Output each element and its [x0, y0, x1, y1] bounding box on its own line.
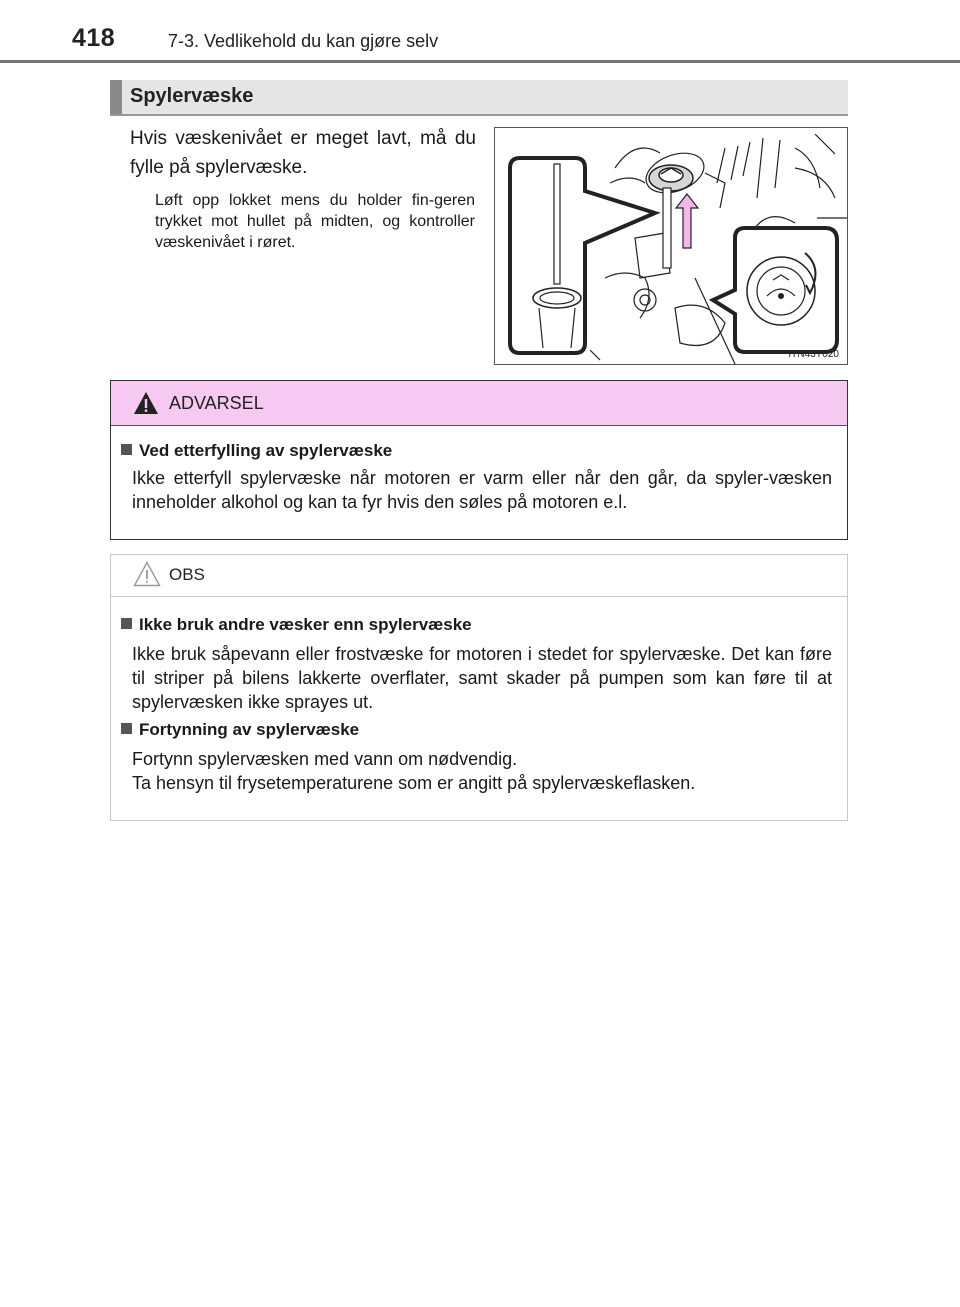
bullet-square-icon [121, 618, 132, 629]
caution-triangle-icon [133, 561, 161, 592]
warning-header [111, 381, 847, 426]
section-accent [110, 80, 122, 114]
step-paragraph: Løft opp lokket mens du holder fin-geren trykket mot hullet på midten, og kontroller væskenivået i røret. [155, 192, 475, 251]
warning-item-title: Ved etterfylling av spylervæske [121, 441, 392, 461]
notice-item-title: Fortynning av spylervæske [121, 720, 359, 740]
notice-item-text: Ikke bruk såpevann eller frostvæske for motoren i stedet for spylervæske. Det kan føre til striper på bilens lakkerte overflater, samt skader på pumpen som kan føre til at spylervæsken ikke sprayes ut. [132, 644, 832, 712]
page-number: 418 [72, 24, 116, 52]
warning-triangle-icon [133, 391, 159, 420]
notice-text-line: Ta hensyn til frysetemperaturene som er angitt på spylervæskeflasken. [132, 773, 696, 793]
header-divider [0, 60, 960, 63]
warning-item-text: Ikke etterfyll spylervæske når motoren er varm eller når den går, da spyler-væsken inneholder alkohol og kan ta fyr hvis den søles på motoren e.l. [132, 468, 832, 512]
section-heading-bar [110, 80, 848, 114]
page-header [0, 0, 960, 62]
intro-paragraph: Hvis væskenivået er meget lavt, må du fylle på spylervæske. [130, 128, 476, 178]
notice-item-title: Ikke bruk andre væsker enn spylervæske [121, 615, 472, 635]
notice-label: OBS [169, 565, 205, 584]
warning-label: ADVARSEL [169, 393, 264, 413]
warning-box [110, 380, 848, 540]
bullet-square-icon [121, 723, 132, 734]
chapter-title: 7-3. Vedlikehold du kan gjøre selv [168, 31, 439, 51]
bullet-square-icon [121, 444, 132, 455]
washer-reservoir-drawing [495, 128, 847, 364]
section-divider [110, 114, 848, 116]
notice-box [110, 554, 848, 821]
illustration-code: ITN43Y020 [788, 349, 839, 360]
notice-text-line: Fortynn spylervæsken med vann om nødvendig. [132, 749, 518, 769]
washer-fluid-illustration [494, 127, 848, 365]
notice-item-text [132, 747, 832, 795]
section-title: Spylervæske [130, 85, 254, 107]
notice-header [111, 555, 847, 597]
